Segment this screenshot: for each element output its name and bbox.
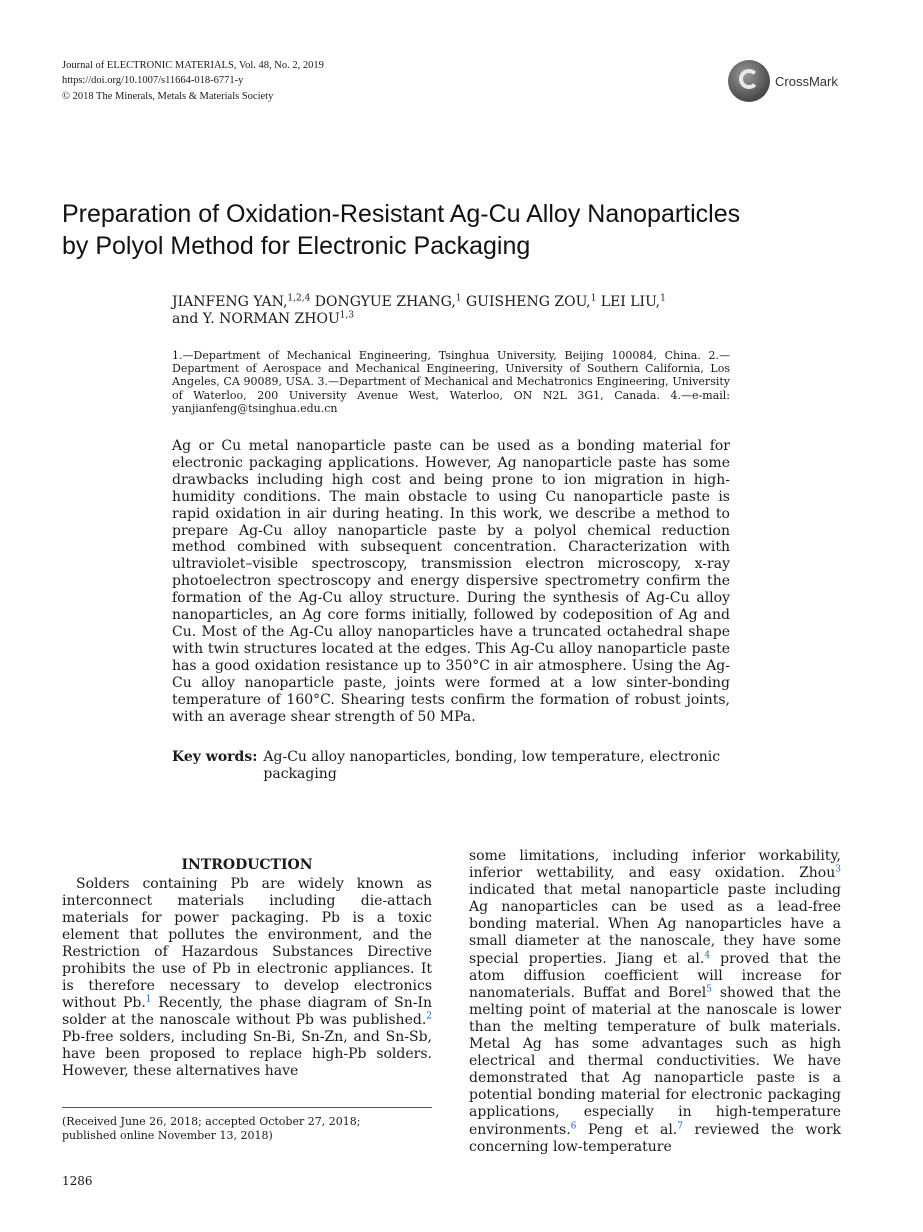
article-title <box>62 198 862 262</box>
body-text: indicated that metal nanoparticle paste including Ag nanoparticles can be used as a lead-free bonding material. When Ag nanoparticles have a small diameter at the nanoscale, they have some special properties. Jiang et al. <box>469 882 841 967</box>
section-heading: INTRODUCTION <box>181 857 313 873</box>
citation-ref[interactable]: 5 <box>706 984 713 995</box>
crossmark-icon <box>728 60 770 102</box>
body-text: Pb-free solders, including Sn-Bi, Sn-Zn, and Sn-Sb, have been proposed to replace high-Pb solders. However, these alternatives have <box>62 1029 432 1079</box>
intro-left-column <box>62 857 432 1080</box>
crossmark-badge[interactable] <box>728 58 848 106</box>
title-line-2: by Polyol Method for Electronic Packaging <box>62 232 531 260</box>
author-affil-sup: 1 <box>455 293 462 304</box>
doi-link[interactable]: https://doi.org/10.1007/s11664-018-6771-y <box>62 75 244 86</box>
citation-ref[interactable]: 2 <box>426 1011 432 1022</box>
author-name: JIANFENG YAN, <box>172 294 288 310</box>
author-name: LEI LIU, <box>600 294 661 310</box>
body-text: showed that the melting point of material at the nanoscale is lower than the melting temperature of bulk materials. Metal Ag has some advantages such as high electrical and thermal conductivities. We have demonstrated that Ag nanoparticle paste is a potential bonding material for electronic packaging applications, especially in high-temperature environments. <box>469 984 841 1138</box>
keywords-label: Key words: <box>172 749 258 765</box>
title-line-1: Preparation of Oxidation-Resistant Ag-Cu Alloy Nanoparticles <box>62 200 741 228</box>
body-text: proved that the atom diffusion coefficient will increase for nanomaterials. Buffat and Borel <box>469 950 841 1001</box>
citation-ref[interactable]: 7 <box>677 1120 683 1131</box>
received-dates <box>62 1115 432 1143</box>
body-text: reviewed the work concerning low-temperature <box>469 1121 842 1155</box>
author-name: GUISHENG ZOU, <box>465 294 591 310</box>
intro-right-column <box>469 848 841 1156</box>
page-number: 1286 <box>62 1174 93 1188</box>
citation-ref[interactable]: 4 <box>704 949 711 960</box>
crossmark-label: CrossMark <box>775 74 838 89</box>
citation-ref[interactable]: 1 <box>145 994 152 1005</box>
affiliations: 1.—Department of Mechanical Engineering, Tsinghua University, Beijing 100084, China. 2.—Department of Aerospace and Mechanical Engineering, University of Southern California, Los Angeles, CA 90089, USA. 3.—Department of Mechanical and Mechatronics Engineering, University of Waterloo, 200 University Avenue West, Waterloo, ON N2L 3G1, Canada. 4.—e-mail: yanjianfeng@tsinghua.edu.cn <box>172 349 730 415</box>
body-text: some limitations, including inferior workability, inferior wettability, and easy oxidation. Zhou <box>469 848 841 882</box>
copyright-line: © 2018 The Minerals, Metals & Materials Society <box>62 91 274 102</box>
body-paragraph <box>62 876 432 1080</box>
body-paragraph <box>469 848 841 1156</box>
body-text: Peng et al. <box>576 1121 678 1138</box>
author-list <box>172 294 742 328</box>
body-text: Solders containing Pb are widely known as interconnect materials including die-attach materials for power packaging. Pb is a toxic element that pollutes the environment, and the Restriction of Hazardous Substances Directive prohibits the use of Pb in electronic appliances. It is therefore necessary to develop electronics without Pb. <box>62 876 432 1011</box>
author-name: DONGYUE ZHANG, <box>314 294 456 310</box>
citation-ref[interactable]: 6 <box>570 1120 577 1131</box>
author-affil-sup: 1,3 <box>339 310 355 321</box>
footnote-line: (Received June 26, 2018; accepted October 27, 2018; <box>62 1115 361 1128</box>
footnote-line: published online November 13, 2018) <box>62 1129 273 1142</box>
author-affil-sup: 1 <box>660 293 666 304</box>
abstract: Ag or Cu metal nanoparticle paste can be used as a bonding material for electronic packaging applications. However, Ag nanoparticle paste has some drawbacks including high cost and being prone to ion migration in high-humidity conditions. The main obstacle to using Cu nanoparticle paste is rapid oxidation in air during heating. In this work, we describe a method to prepare Ag-Cu alloy nanoparticle paste by a polyol chemical reduction method combined with subsequent concentration. Characterization with ultraviolet–visible spectroscopy, transmission electron microscopy, x-ray photoelectron spectroscopy and energy dispersive spectrometry confirm the formation of the Ag-Cu alloy structure. During the synthesis of Ag-Cu alloy nanoparticles, an Ag core forms initially, followed by codeposition of Ag and Cu. Most of the Ag-Cu alloy nanoparticles have a truncated octahedral shape with twin structures located at the edges. This Ag-Cu alloy nanoparticle paste has a good oxidation resistance up to 350°C in air atmosphere. Using the Ag-Cu alloy nanoparticle paste, joints were formed at a low sinter-bonding temperature of 160°C. Shearing tests confirm the formation of robust joints, with an average shear strength of 50 MPa. <box>172 438 730 725</box>
author-name: and Y. NORMAN ZHOU <box>172 311 340 327</box>
body-text: Recently, the phase diagram of Sn-In solder at the nanoscale without Pb was published. <box>62 995 432 1028</box>
footnote-divider <box>62 1107 432 1108</box>
author-affil-sup: 1,2,4 <box>287 293 311 304</box>
keywords <box>172 749 732 783</box>
journal-line: Journal of ELECTRONIC MATERIALS, Vol. 48, No. 2, 2019 <box>62 60 324 71</box>
author-affil-sup: 1 <box>590 293 597 304</box>
keywords-text: Ag-Cu alloy nanoparticles, bonding, low temperature, electronic packaging <box>263 749 721 782</box>
citation-ref[interactable]: 3 <box>835 864 841 875</box>
